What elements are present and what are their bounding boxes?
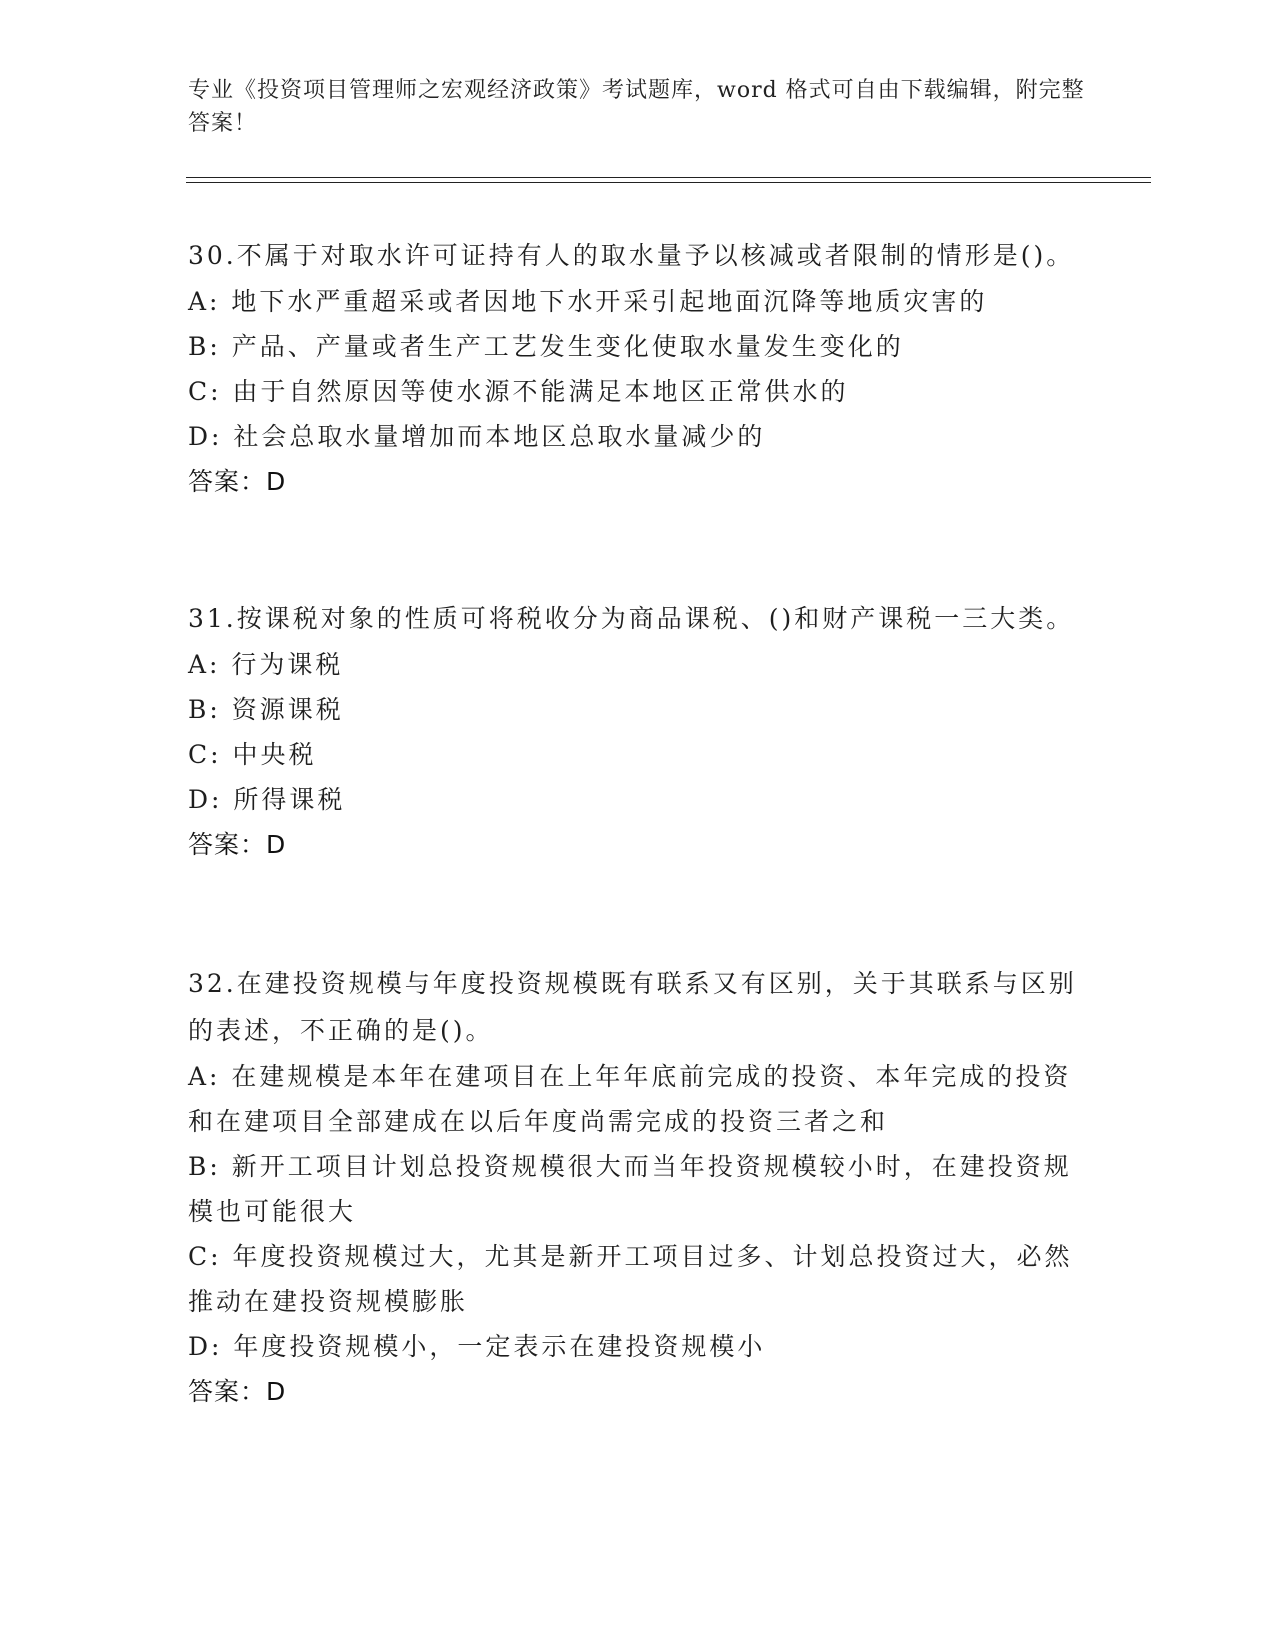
option-d: D: 社会总取水量增加而本地区总取水量减少的: [188, 422, 766, 451]
question-stem: 30.不属于对取水许可证持有人的取水量予以核减或者限制的情形是()。: [188, 241, 1075, 270]
option-b: B: 新开工项目计划总投资规模很大而当年投资规模较小时，在建投资规模也可能很大: [188, 1152, 1072, 1226]
header-divider-bottom: [186, 182, 1151, 183]
option-b: B: 资源课税: [188, 695, 344, 724]
question-32: [188, 960, 1088, 1414]
question-stem: 32.在建投资规模与年度投资规模既有联系又有区别，关于其联系与区别的表述，不正确的是()。: [188, 969, 1077, 1045]
option-d: D: 年度投资规模小，一定表示在建投资规模小: [188, 1332, 766, 1361]
option-c: C: 由于自然原因等使水源不能满足本地区正常供水的: [188, 377, 849, 406]
question-stem: 31.按课税对象的性质可将税收分为商品课税、()和财产课税一三大类。: [188, 604, 1075, 633]
header-divider-top: [186, 177, 1151, 178]
answer: 答案：D: [188, 1377, 287, 1406]
answer: 答案：D: [188, 467, 287, 496]
option-a: A: 在建规模是本年在建项目在上年年底前完成的投资、本年完成的投资和在建项目全部建成在以后年度尚需完成的投资三者之和: [188, 1062, 1072, 1136]
option-a: A: 行为课税: [188, 650, 344, 679]
option-d: D: 所得课税: [188, 785, 346, 814]
option-a: A: 地下水严重超采或者因地下水开采引起地面沉降等地质灾害的: [188, 287, 988, 316]
document-header: 专业《投资项目管理师之宏观经济政策》考试题库，word 格式可自由下载编辑，附完整答案！: [188, 78, 1085, 136]
question-31: [188, 595, 1088, 867]
option-c: C: 中央税: [188, 740, 317, 769]
option-c: C: 年度投资规模过大，尤其是新开工项目过多、计划总投资过大，必然推动在建投资规模膨胀: [188, 1242, 1073, 1316]
option-b: B: 产品、产量或者生产工艺发生变化使取水量发生变化的: [188, 332, 904, 361]
answer: 答案：D: [188, 830, 287, 859]
question-30: [188, 232, 1088, 504]
